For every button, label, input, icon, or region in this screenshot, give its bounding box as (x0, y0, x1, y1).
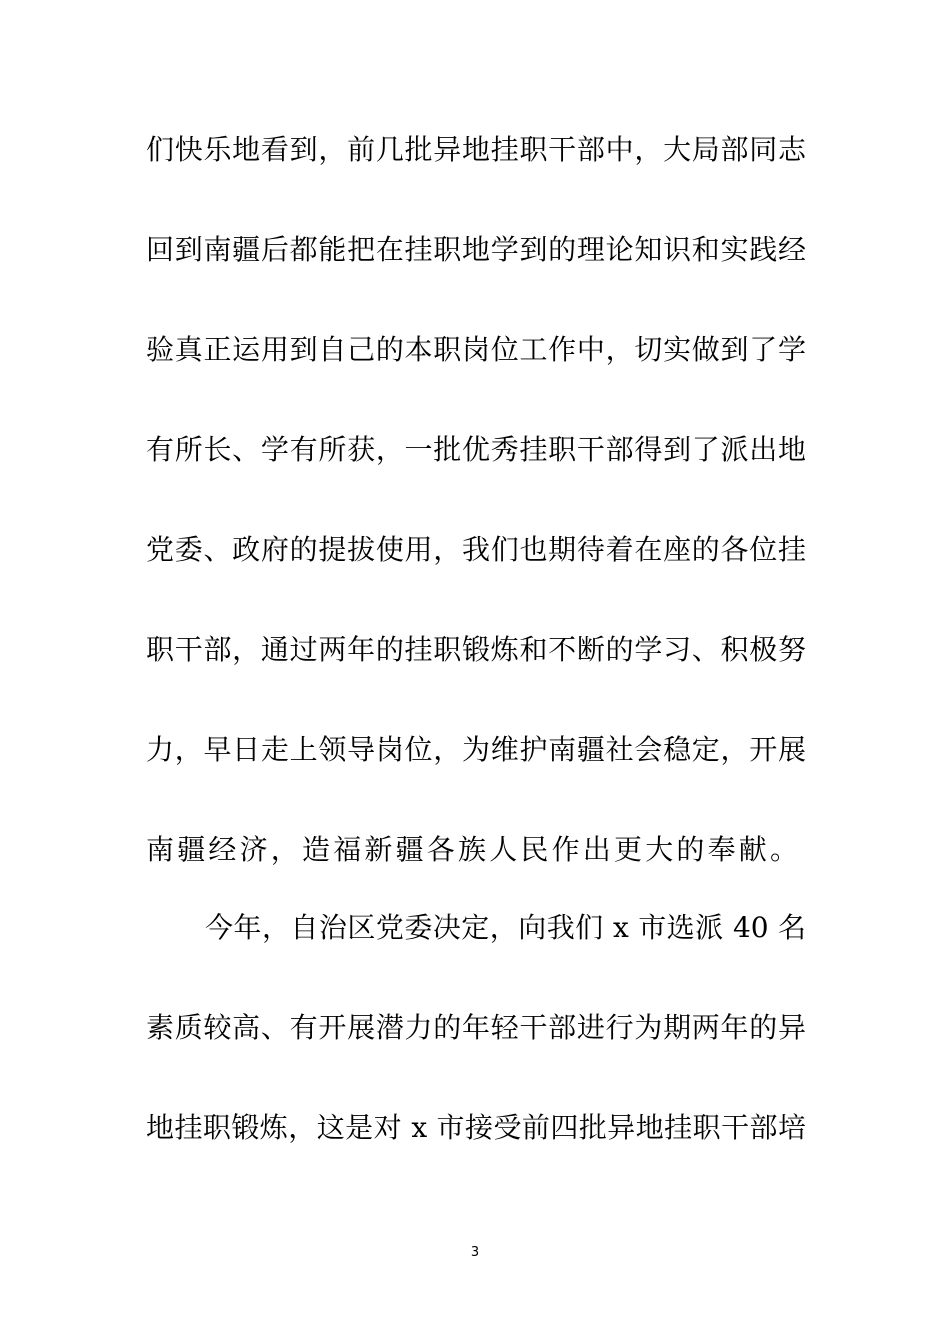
text-line-5: 党委、政府的提拔使用，我们也期待着在座的各位挂 (146, 533, 806, 566)
text-line-4: 有所长、学有所获，一批优秀挂职干部得到了派出地 (146, 433, 806, 466)
text-line-3: 验真正运用到自己的本职岗位工作中，切实做到了学 (146, 333, 806, 366)
text-line-11: 地挂职锻炼，这是对 x 市接受前四批异地挂职干部培 (146, 1111, 806, 1144)
text-line-1: 们快乐地看到，前几批异地挂职干部中，大局部同志 (146, 133, 806, 166)
text-line-7: 力，早日走上领导岗位，为维护南疆社会稳定，开展 (146, 733, 806, 766)
text-line-9: 今年，自治区党委决定，向我们 x 市选派 40 名 (205, 911, 806, 944)
text-line-10: 素质较高、有开展潜力的年轻干部进行为期两年的异 (146, 1011, 806, 1044)
text-line-6: 职干部，通过两年的挂职锻炼和不断的学习、积极努 (146, 633, 806, 666)
text-line-8: 南疆经济，造福新疆各族人民作出更大的奉献。 (146, 833, 802, 866)
text-line-2: 回到南疆后都能把在挂职地学到的理论知识和实践经 (146, 233, 806, 266)
page-number: 3 (470, 1245, 480, 1260)
